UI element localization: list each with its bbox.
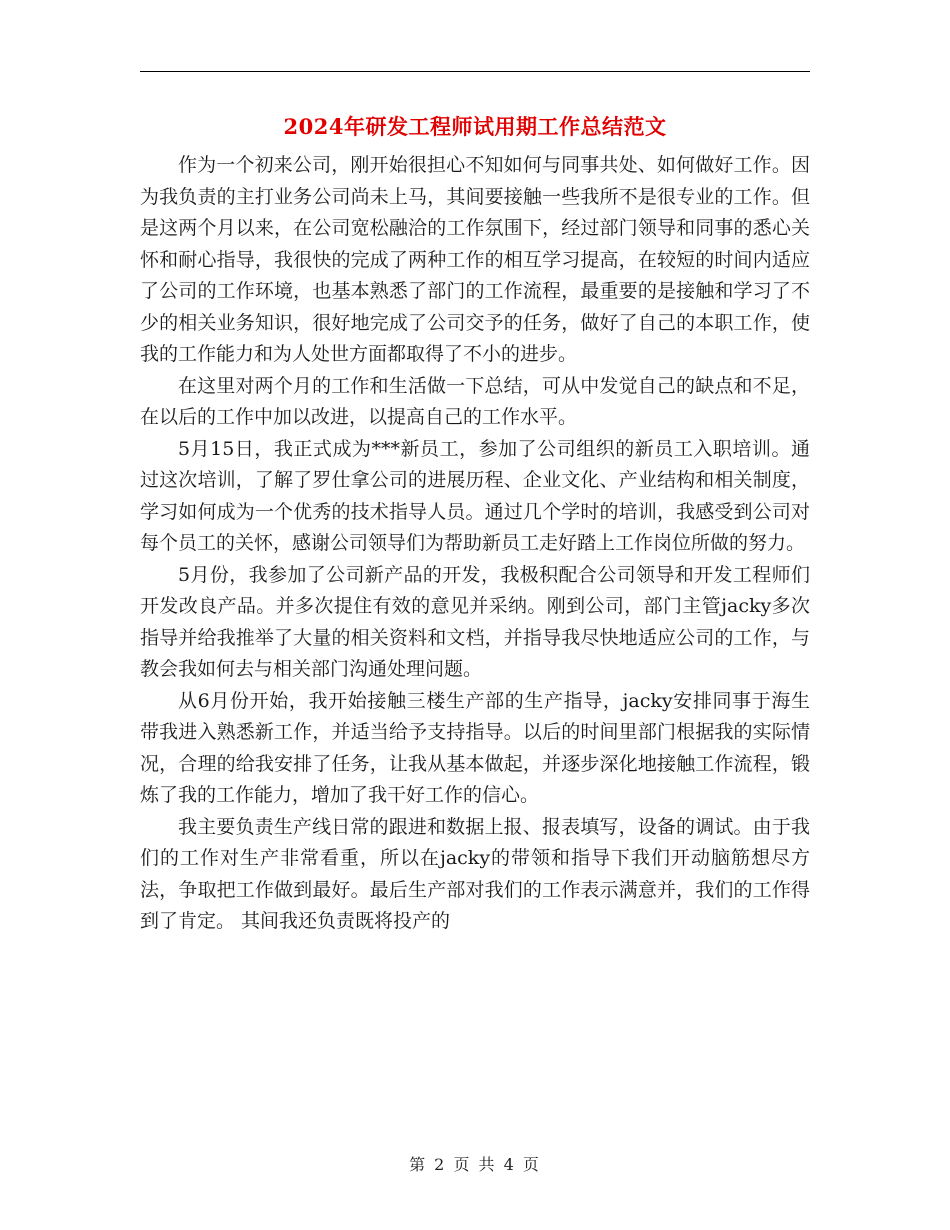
paragraph-june-production: 从6月份开始，我开始接触三楼生产部的生产指导，jacky安排同事于海生带我进入熟悉新工作，并适当给予支持指导。以后的时间里部门根据我的实际情况，合理的给我安排了任务，让我从基本做起，并逐步深化地接触工作流程，锻炼了我的工作能力，增加了我干好工作的信心。 (140, 689, 810, 806)
paragraph-training: 5月15日，我正式成为***新员工，参加了公司组织的新员工入职培训。通过这次培训，了解了罗仕拿公司的进展历程、企业文化、产业结构和相关制度，学习如何成为一个优秀的技术指导人员。通过几个学时的培训，我感受到公司对每个员工的关怀，感谢公司领导们为帮助新员工走好踏上工作岗位所做的努力。 (140, 437, 810, 554)
document-title: 2024年研发工程师试用期工作总结范文 (283, 114, 667, 139)
header-divider (140, 71, 810, 72)
document-body (140, 150, 810, 938)
paragraph-responsibilities: 我主要负责生产线日常的跟进和数据上报、报表填写，设备的调试。由于我们的工作对生产非常看重，所以在jacky的带领和指导下我们开动脑筋想尽方法，争取把工作做到最好。最后生产部对我们的工作表示满意并，我们的工作得到了肯定。 其间我还负责既将投产的 (140, 815, 810, 932)
paragraph-intro: 作为一个初来公司，刚开始很担心不知如何与同事共处、如何做好工作。因为我负责的主打业务公司尚未上马，其间要接触一些我所不是很专业的工作。但是这两个月以来，在公司宽松融洽的工作氛围下，经过部门领导和同事的悉心关怀和耐心指导，我很快的完成了两种工作的相互学习提高，在较短的时间内适应了公司的工作环境，也基本熟悉了部门的工作流程，最重要的是接触和学习了不少的相关业务知识，很好地完成了公司交予的任务，做好了自己的本职工作，使我的工作能力和为人处世方面都取得了不小的进步。 (140, 154, 810, 365)
paragraph-may-development: 5月份，我参加了公司新产品的开发，我极积配合公司领导和开发工程师们开发改良产品。并多次提住有效的意见并采纳。刚到公司，部门主管jacky多次指导并给我推举了大量的相关资料和文档，并指导我尽快地适应公司的工作，与教会我如何去与相关部门沟通处理问题。 (140, 563, 810, 680)
page-number-footer: 第 2 页 共 4 页 (409, 1155, 541, 1174)
paragraph-summary: 在这里对两个月的工作和生活做一下总结，可从中发觉自己的缺点和不足，在以后的工作中加以改进，以提高自己的工作水平。 (140, 374, 810, 428)
